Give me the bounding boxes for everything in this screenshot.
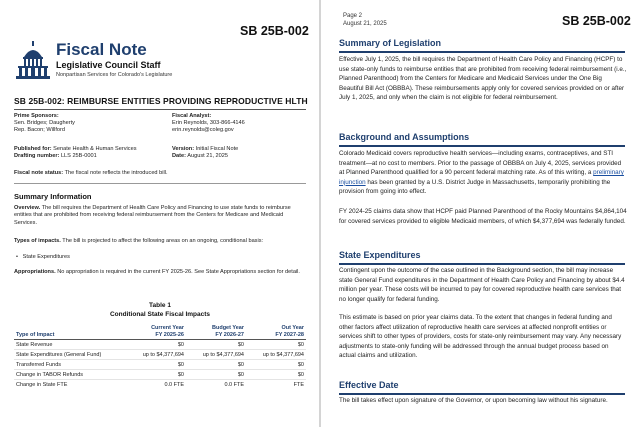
section-rule xyxy=(339,51,625,53)
cell-value: up to $4,377,694 xyxy=(126,350,186,360)
status-text: The fiscal note reflects the introduced bill. xyxy=(64,170,168,176)
analyst-email: erin.reynolds@coleg.gov xyxy=(172,127,234,134)
table-row xyxy=(14,350,306,360)
table-row xyxy=(14,340,306,350)
row-label: Change in TABOR Refunds xyxy=(14,370,126,380)
table-header-row-1 xyxy=(14,325,306,332)
impact-list-item xyxy=(16,254,70,260)
fiscal-impacts-table xyxy=(14,325,306,390)
bill-number: SB 25B-002 xyxy=(240,24,309,38)
impact-item-label: State Expenditures xyxy=(22,254,70,260)
published-label: Published for: xyxy=(14,146,52,152)
row-label: Transferred Funds xyxy=(14,360,126,370)
row-label: State Revenue xyxy=(14,340,126,350)
expenditures-paragraph-1: Contingent upon the outcome of the case outlined in the Background section, the bill may increase state General Fund expenditures in the Department of Health Care Policy and Financing by about $4.4 million per year. These costs will be incurred to pay for covered reproductive health care services that no longer qualify for federal funding. xyxy=(339,267,625,303)
header-current-year: Current Year xyxy=(151,325,184,331)
row-label: Change in State FTE xyxy=(14,380,126,390)
bill-title: SB 25B-002: REIMBURSE ENTITIES PROVIDING REPRODUCTIVE HLTH xyxy=(14,96,308,106)
section-heading-expenditures: State Expenditures xyxy=(339,250,421,260)
table-row xyxy=(14,380,306,390)
summary-paragraph: Effective July 1, 2025, the bill requires the Department of Health Care Policy and Financing (HCPF) to use state-only funds to reimburse entities that are prohibited from receiving federal reimbursement (i.e., Planned Parenthood) from the Centers for Medicare and Medicaid Services under the One Big Beautiful Bill Act (OBBBA). These reimbursements apply only for covered services provided on or after July 1, 2025, and only when the claim is not eligible for federal reimbursement. xyxy=(339,56,627,102)
table-caption: Table 1 xyxy=(149,302,171,309)
sponsors-block xyxy=(14,113,75,135)
fiscal-note-title: Fiscal Note xyxy=(56,40,147,59)
header-fy-2026-27: FY 2026-27 xyxy=(186,332,246,340)
table-header-row-2 xyxy=(14,332,306,340)
cell-value: 0.0 FTE xyxy=(186,380,246,390)
cell-value: FTE xyxy=(246,380,306,390)
header-fy-2025-26: FY 2025-26 xyxy=(126,332,186,340)
analyst-block xyxy=(172,113,245,135)
background-text-continued: has been granted by a U.S. District Judge in Massachusetts, temporarily prohibiting the provision from going into effect. xyxy=(339,178,611,196)
cell-value: $0 xyxy=(186,340,246,350)
header-budget-year: Budget Year xyxy=(212,325,244,331)
table-subcaption: Conditional State Fiscal Impacts xyxy=(109,311,211,318)
background-paragraph-1 xyxy=(339,149,627,197)
page-header-info xyxy=(343,13,387,28)
cell-value: $0 xyxy=(126,370,186,380)
background-text: Colorado Medicaid covers reproductive health services—including exams, contraceptives, and STI treatment—at no cost to members. Prior to the passage of OBBBA on July 4, 2025, services provided at Planned Parenthood qualified for a 90 percent federal matching rate. As of this writing, a xyxy=(339,150,622,177)
overview-text: The bill requires the Department of Health Care Policy and Financing to use state funds to reimburse entities that are prohibited from receiving federal reimbursement from the Centers for Medicare and Medicaid Services. xyxy=(14,205,291,226)
bullet-dot-icon: • xyxy=(16,254,18,260)
cell-value: $0 xyxy=(186,370,246,380)
overview-paragraph xyxy=(14,205,304,227)
analyst-label: Fiscal Analyst: xyxy=(172,113,212,119)
header-tagline: Nonpartisan Services for Colorado's Legislature xyxy=(56,72,173,78)
cell-value: 0.0 FTE xyxy=(126,380,186,390)
published-block xyxy=(14,146,137,160)
table-row xyxy=(14,360,306,370)
expenditures-paragraph-2: This estimate is based on prior year claims data. To the extent that changes in federal funding and other factors affect utilization of reproductive health care services at affected nonprofit entities or services shift to other types of providers, costs for state-only reimbursement may vary. Any necessary adjustments to state-only funding will be addressed through the annual budget process based on actual claims and utilization. xyxy=(339,314,622,360)
capitol-dome-icon xyxy=(15,40,51,80)
cell-value: $0 xyxy=(246,370,306,380)
header-fy-2027-28: FY 2027-28 xyxy=(246,332,306,340)
summary-heading: Summary Information xyxy=(14,192,92,201)
version-label: Version: xyxy=(172,146,195,152)
legislative-council-staff: Legislative Council Staff xyxy=(56,60,161,70)
cell-value: $0 xyxy=(246,340,306,350)
section-heading-effective-date: Effective Date xyxy=(339,380,399,390)
date-label: Date: xyxy=(172,153,186,160)
bill-number: SB 25B-002 xyxy=(562,14,631,28)
cell-value: up to $4,377,694 xyxy=(246,350,306,360)
appropriations-label: Appropriations. xyxy=(14,269,56,275)
section-heading-background: Background and Assumptions xyxy=(339,132,470,142)
section-rule xyxy=(339,145,625,147)
page-date: August 21, 2025 xyxy=(343,20,387,27)
cell-value: $0 xyxy=(126,340,186,350)
cell-value: $0 xyxy=(126,360,186,370)
published-value: Senate Health & Human Services xyxy=(53,146,137,152)
sponsor-senate: Sen. Bridges; Daugherty xyxy=(14,120,75,127)
background-paragraph-2: FY 2024-25 claims data show that HCPF paid Planned Parenthood of the Rocky Mountains $4,864,104 for covered services provided to eligible Medicaid members, of which $4,377,694 was federally funded. xyxy=(339,208,627,225)
fiscal-note-status xyxy=(14,170,304,177)
date-value: August 21, 2025 xyxy=(187,153,228,160)
analyst-name: Erin Reynolds, 303-866-4146 xyxy=(172,120,245,127)
overview-label: Overview. xyxy=(14,205,41,211)
drafting-value: LLS 25B-0001 xyxy=(60,153,97,160)
effective-date-paragraph: The bill takes effect upon signature of the Governor, or upon becoming law without his signature. xyxy=(339,397,608,404)
impacts-label: Types of impacts. xyxy=(14,238,61,244)
impacts-paragraph xyxy=(14,238,304,245)
sponsor-house: Rep. Bacon; Willford xyxy=(14,127,65,134)
preliminary-injunction-link[interactable]: preliminary injunction xyxy=(339,169,624,186)
row-label: State Expenditures (General Fund) xyxy=(14,350,126,360)
appropriations-paragraph xyxy=(14,269,304,276)
header-out-year: Out Year xyxy=(281,325,304,331)
table-row xyxy=(14,370,306,380)
fiscal-note-page-2 xyxy=(321,0,640,427)
header-type-label: Type of Impact xyxy=(14,332,126,340)
sponsors-label: Prime Sponsors: xyxy=(14,113,59,119)
appropriations-text: No appropriation is required in the current FY 2025-26. See State Appropriations section for detail. xyxy=(57,269,300,275)
version-value: Initial Fiscal Note xyxy=(195,146,239,152)
cell-value: $0 xyxy=(186,360,246,370)
impacts-text: The bill is projected to affect the following areas on an ongoing, conditional basis: xyxy=(62,238,264,244)
status-rule xyxy=(14,183,306,184)
fiscal-note-page-1 xyxy=(0,0,319,427)
cell-value: up to $4,377,694 xyxy=(186,350,246,360)
section-heading-summary: Summary of Legislation xyxy=(339,38,442,48)
title-rule xyxy=(14,109,306,110)
page-number: Page 2 xyxy=(343,13,363,19)
section-rule xyxy=(339,263,625,265)
version-block xyxy=(172,146,238,160)
drafting-label: Drafting number: xyxy=(14,153,60,160)
status-label: Fiscal note status: xyxy=(14,170,64,176)
section-rule xyxy=(339,393,625,395)
header-type-of-impact xyxy=(14,325,126,332)
cell-value: $0 xyxy=(246,360,306,370)
